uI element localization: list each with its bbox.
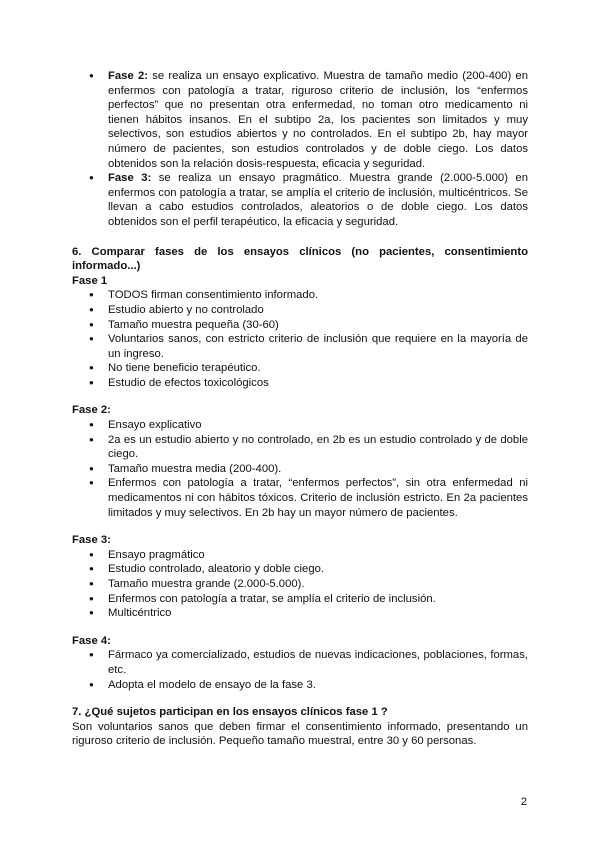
section-7-title: 7. ¿Qué sujetos participan en los ensayos clínicos fase 1 ?: [72, 706, 388, 719]
phase-text: se realiza un ensayo pragmático. Muestra grande (2.000-5.000) en enfermos con patología a tratar, se amplía el criterio de inclusión, multicéntricos. Se llevan a cabo estudios controlados, aleatorios o de doble ciego. Los datos obtenidos son el perfil terapéutico, la eficacia y seguridad.: [108, 172, 528, 228]
phase-text: se realiza un ensayo explicativo. Muestra de tamaño medio (200-400) en enfermos con patología a tratar, riguroso criterio de inclusión, los “enfermos perfectos” que no presentan otra enfermedad, no toman otro medicamento ni tienen hábitos insanos. En el subtipo 2a, los pacientes son limitados y muy selectivos, son estudios abiertos y no controlados. En el subtipo 2b, hay mayor número de pacientes, son estudios controlados y de doble ciego. Los datos obtenidos son la relación dosis-respuesta, eficacia y seguridad.: [108, 70, 529, 170]
list-item: ● Estudio de efectos toxicológicos: [72, 376, 528, 391]
list-item: ● No tiene beneficio terapéutico.: [72, 361, 528, 376]
list-item: ● Multicéntrico: [72, 606, 528, 621]
fase-4-heading: Fase 4:: [72, 634, 111, 647]
page-content: [72, 69, 528, 749]
list-item: ● Estudio controlado, aleatorio y doble ciego.: [72, 562, 528, 577]
fase-2-list: [72, 418, 528, 520]
list-item: ● Estudio abierto y no controlado: [72, 303, 528, 318]
list-item: ● Voluntarios sanos, con estricto criterio de inclusión que requiere en la mayoría de un ingreso.: [72, 332, 528, 361]
phase-label: Fase 2:: [108, 70, 149, 82]
list-item: ● Ensayo explicativo: [72, 418, 528, 433]
list-item: [72, 171, 528, 229]
list-item: ● Tamaño muestra pequeña (30-60): [72, 318, 528, 333]
page-number: 2: [520, 796, 527, 808]
fase-4-list: [72, 648, 528, 692]
fase-3-list: [72, 548, 528, 621]
list-item: ● Adopta el modelo de ensayo de la fase 3.: [72, 678, 528, 693]
fase-1-heading: Fase 1: [72, 274, 108, 287]
section-6-title: 6. Comparar fases de los ensayos clínicos (no pacientes, consentimiento informado...): [72, 245, 528, 273]
list-item: ● TODOS firman consentimiento informado.: [72, 288, 528, 303]
list-item: ● Tamaño muestra grande (2.000-5.000).: [72, 577, 528, 592]
phase-description-list: [72, 69, 528, 230]
list-item: ● 2a es un estudio abierto y no controlado, en 2b es un estudio controlado y de doble ciego.: [72, 433, 528, 462]
list-item: [72, 69, 528, 171]
phase-label: Fase 3:: [108, 172, 152, 185]
fase-3-heading: Fase 3:: [72, 534, 111, 547]
fase-1-list: [72, 288, 528, 390]
list-item: ● Enfermos con patología a tratar, se amplía el criterio de inclusión.: [72, 592, 528, 607]
list-item: ● Enfermos con patología a tratar, “enfermos perfectos”, sin otra enfermedad ni medicamentos ni con hábitos tóxicos. Criterio de inclusión estricto. En 2a pacientes limitados y muy selectivos. En 2b hay un mayor número de pacientes.: [72, 476, 528, 520]
fase-2-heading: Fase 2:: [72, 404, 111, 417]
list-item: ● Tamaño muestra media (200-400).: [72, 462, 528, 477]
list-item: ● Ensayo pragmático: [72, 548, 528, 563]
section-7-body: Son voluntarios sanos que deben firmar el consentimiento informado, presentando un riguroso criterio de inclusión. Pequeño tamaño muestral, entre 30 y 60 personas.: [72, 720, 528, 748]
list-item: ● Fármaco ya comercializado, estudios de nuevas indicaciones, poblaciones, formas, etc.: [72, 648, 528, 677]
